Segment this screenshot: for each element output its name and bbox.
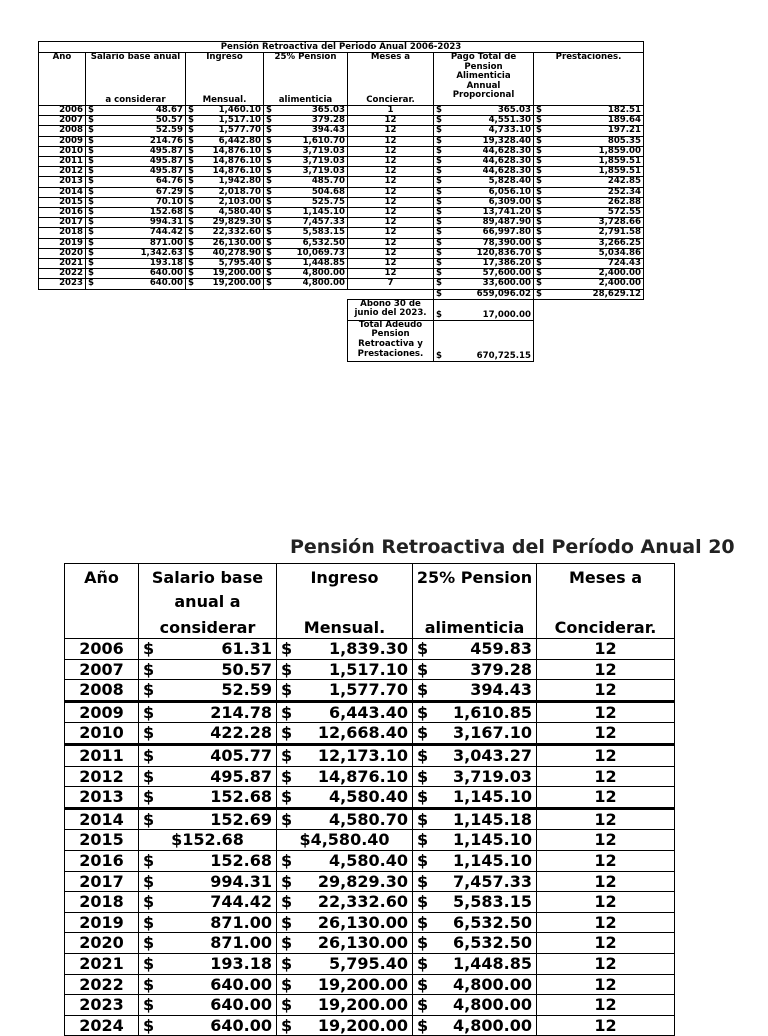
months-cell: 12 <box>348 197 434 207</box>
year-cell: 2008 <box>65 680 139 702</box>
year-cell: 2021 <box>65 953 139 974</box>
header-income: Ingreso Mensual. <box>186 53 264 106</box>
year-cell: 2023 <box>65 995 139 1016</box>
income-cell: $ 12,668.40 <box>277 723 413 745</box>
income-cell: $ 22,332.60 <box>186 228 264 238</box>
year-cell: 2016 <box>39 208 86 218</box>
total-cell: $ 120,836.70 <box>434 248 534 258</box>
salary-cell: $ 214.78 <box>139 701 277 723</box>
pension-cell: $ 5,583.15 <box>413 892 537 913</box>
income-cell: $ 1,577.70 <box>277 680 413 702</box>
pension-cell: $ 1,610.85 <box>413 701 537 723</box>
table-row <box>65 912 675 933</box>
year-cell: 2015 <box>65 830 139 851</box>
benefits-cell: $ 1,859.51 <box>534 167 644 177</box>
salary-cell: $ 422.28 <box>139 723 277 745</box>
table-row <box>65 974 675 995</box>
year-cell: 2017 <box>39 218 86 228</box>
total-cell: $ 4,733.10 <box>434 126 534 136</box>
table-row <box>65 871 675 892</box>
header-pension: 25% Pension alimenticia <box>264 53 348 106</box>
income-cell: $ 26,130.00 <box>277 933 413 954</box>
pension-cell: $ 1,145.10 <box>264 208 348 218</box>
table-header-row-large <box>65 564 675 639</box>
total-cell: $ 44,628.30 <box>434 146 534 156</box>
year-cell: 2007 <box>39 116 86 126</box>
months-cell: 7 <box>348 279 434 289</box>
year-cell: 2020 <box>65 933 139 954</box>
salary-cell: $ 495.87 <box>86 157 186 167</box>
income-cell: $ 19,200.00 <box>277 974 413 995</box>
table-row <box>65 892 675 913</box>
header-salary: Salario base anual a considerar <box>139 564 277 639</box>
pension-cell: $ 379.28 <box>264 116 348 126</box>
months-cell: 12 <box>348 167 434 177</box>
year-cell: 2011 <box>39 157 86 167</box>
months-cell: 12 <box>348 259 434 269</box>
income-cell: $ 29,829.30 <box>186 218 264 228</box>
salary-cell: $ 152.68 <box>139 850 277 871</box>
header-income: Ingreso Mensual. <box>277 564 413 639</box>
income-cell: $ 6,443.40 <box>277 701 413 723</box>
salary-cell: $ 871.00 <box>86 238 186 248</box>
header-months: Meses a Conciderar. <box>537 564 675 639</box>
salary-cell: $ 50.57 <box>139 659 277 680</box>
year-cell: 2013 <box>39 177 86 187</box>
year-cell: 2006 <box>39 106 86 116</box>
year-cell: 2024 <box>65 1015 139 1036</box>
salary-cell: $ 495.87 <box>86 167 186 177</box>
year-cell: 2018 <box>65 892 139 913</box>
months-cell: 12 <box>537 1015 675 1036</box>
salary-cell: $ 67.29 <box>86 187 186 197</box>
income-cell: $ 19,200.00 <box>186 279 264 289</box>
year-cell: 2010 <box>39 146 86 156</box>
total-cell: $ 4,551.30 <box>434 116 534 126</box>
salary-cell: $ 871.00 <box>139 933 277 954</box>
months-cell: 12 <box>348 136 434 146</box>
months-cell: 12 <box>537 912 675 933</box>
benefits-cell: $ 724.43 <box>534 259 644 269</box>
table-row <box>65 680 675 702</box>
salary-cell: $ 640.00 <box>139 974 277 995</box>
salary-cell: $ 640.00 <box>139 1015 277 1036</box>
header-year: Año <box>65 564 139 639</box>
year-cell: 2007 <box>65 659 139 680</box>
income-cell: $ 2,018.70 <box>186 187 264 197</box>
income-cell: $ 1,517.10 <box>186 116 264 126</box>
year-cell: 2006 <box>65 639 139 660</box>
income-cell: $ 19,200.00 <box>186 269 264 279</box>
income-cell: $ 5,795.40 <box>277 953 413 974</box>
year-cell: 2009 <box>39 136 86 146</box>
income-cell: $ 19,200.00 <box>277 1015 413 1036</box>
months-cell: 12 <box>348 116 434 126</box>
sum-total: $ 659,096.02 <box>434 289 534 299</box>
total-cell: $ 78,390.00 <box>434 238 534 248</box>
income-cell: $ 2,103.00 <box>186 197 264 207</box>
income-cell: $ 1,517.10 <box>277 659 413 680</box>
header-salary: Salario base anual a considerar <box>86 53 186 106</box>
salary-cell: $152.68 <box>139 830 277 851</box>
year-cell: 2021 <box>39 259 86 269</box>
year-cell: 2020 <box>39 248 86 258</box>
salary-cell: $ 50.57 <box>86 116 186 126</box>
pension-table-large <box>64 563 675 1036</box>
year-cell: 2022 <box>39 269 86 279</box>
income-cell: $ 22,332.60 <box>277 892 413 913</box>
pension-cell: $ 7,457.33 <box>413 871 537 892</box>
salary-cell: $ 152.68 <box>86 208 186 218</box>
table-row <box>65 933 675 954</box>
income-cell: $ 14,876.10 <box>186 167 264 177</box>
pension-cell: $ 6,532.50 <box>413 933 537 954</box>
benefits-cell: $ 1,859.51 <box>534 157 644 167</box>
months-cell: 12 <box>537 680 675 702</box>
pension-cell: $ 459.83 <box>413 639 537 660</box>
pension-cell: $ 3,167.10 <box>413 723 537 745</box>
table-row <box>65 995 675 1016</box>
benefits-cell: $ 3,266.25 <box>534 238 644 248</box>
total-cell: $ 6,056.10 <box>434 187 534 197</box>
months-cell: 12 <box>348 218 434 228</box>
pension-cell: $ 504.68 <box>264 187 348 197</box>
table-row <box>65 744 675 766</box>
income-cell: $ 12,173.10 <box>277 744 413 766</box>
salary-cell: $ 152.68 <box>139 787 277 809</box>
income-cell: $ 4,580.40 <box>277 850 413 871</box>
months-cell: 12 <box>348 238 434 248</box>
benefits-cell: $ 262.88 <box>534 197 644 207</box>
pension-cell: $ 4,800.00 <box>264 269 348 279</box>
table-row <box>65 850 675 871</box>
payment-value: $ 17,000.00 <box>434 299 534 320</box>
salary-cell: $ 640.00 <box>86 269 186 279</box>
total-cell: $ 33,600.00 <box>434 279 534 289</box>
salary-cell: $ 70.10 <box>86 197 186 207</box>
pension-cell: $ 1,145.10 <box>413 787 537 809</box>
income-cell: $4,580.40 <box>277 830 413 851</box>
benefits-cell: $ 2,400.00 <box>534 269 644 279</box>
months-cell: 12 <box>537 701 675 723</box>
year-cell: 2016 <box>65 850 139 871</box>
months-cell: 12 <box>537 830 675 851</box>
total-cell: $ 13,741.20 <box>434 208 534 218</box>
pension-cell: $ 485.70 <box>264 177 348 187</box>
header-months: Meses a Concierar. <box>348 53 434 106</box>
pension-cell: $ 6,532.50 <box>264 238 348 248</box>
pension-cell: $ 1,448.85 <box>413 953 537 974</box>
pension-cell: $ 1,145.10 <box>413 850 537 871</box>
months-cell: 12 <box>537 723 675 745</box>
months-cell: 12 <box>537 995 675 1016</box>
total-cell: $ 6,309.00 <box>434 197 534 207</box>
pension-cell: $ 6,532.50 <box>413 912 537 933</box>
year-cell: 2011 <box>65 744 139 766</box>
salary-cell: $ 744.42 <box>139 892 277 913</box>
total-cell: $ 44,628.30 <box>434 167 534 177</box>
benefits-cell: $ 572.55 <box>534 208 644 218</box>
benefits-cell: $ 197.21 <box>534 126 644 136</box>
income-cell: $ 1,839.30 <box>277 639 413 660</box>
total-cell: $ 66,997.80 <box>434 228 534 238</box>
pension-cell: $ 4,800.00 <box>413 995 537 1016</box>
total-cell: $ 89,487.90 <box>434 218 534 228</box>
year-cell: 2012 <box>39 167 86 177</box>
table-row <box>65 766 675 787</box>
table-row <box>65 659 675 680</box>
total-cell: $ 17,386.20 <box>434 259 534 269</box>
months-cell: 12 <box>537 787 675 809</box>
benefits-cell: $ 805.35 <box>534 136 644 146</box>
pension-cell: $ 3,719.03 <box>264 157 348 167</box>
total-cell: $ 44,628.30 <box>434 157 534 167</box>
pension-cell: $ 1,145.10 <box>413 830 537 851</box>
salary-cell: $ 405.77 <box>139 744 277 766</box>
salary-cell: $ 48.67 <box>86 106 186 116</box>
pension-cell: $ 379.28 <box>413 659 537 680</box>
year-cell: 2014 <box>39 187 86 197</box>
table-row <box>65 723 675 745</box>
salary-cell: $ 994.31 <box>86 218 186 228</box>
income-cell: $ 29,829.30 <box>277 871 413 892</box>
total-cell: $ 365.03 <box>434 106 534 116</box>
year-cell: 2017 <box>65 871 139 892</box>
salary-cell: $ 640.00 <box>86 279 186 289</box>
table-row <box>65 1015 675 1036</box>
benefits-cell: $ 182.51 <box>534 106 644 116</box>
income-cell: $ 14,876.10 <box>277 766 413 787</box>
income-cell: $ 26,130.00 <box>277 912 413 933</box>
year-cell: 2019 <box>39 238 86 248</box>
salary-cell: $ 52.59 <box>139 680 277 702</box>
pension-cell: $ 394.43 <box>264 126 348 136</box>
table-row <box>65 787 675 809</box>
months-cell: 12 <box>348 126 434 136</box>
benefits-cell: $ 242.85 <box>534 177 644 187</box>
income-cell: $ 4,580.40 <box>277 787 413 809</box>
pension-cell: $ 3,719.03 <box>264 167 348 177</box>
year-cell: 2013 <box>65 787 139 809</box>
income-cell: $ 5,795.40 <box>186 259 264 269</box>
income-cell: $ 1,460.10 <box>186 106 264 116</box>
months-cell: 12 <box>348 208 434 218</box>
salary-cell: $ 1,342.63 <box>86 248 186 258</box>
pension-cell: $ 1,610.70 <box>264 136 348 146</box>
table-title: Pensión Retroactiva del Periodo Anual 2006-2023 <box>39 42 644 53</box>
pension-cell: $ 394.43 <box>413 680 537 702</box>
benefits-cell: $ 1,859.00 <box>534 146 644 156</box>
months-cell: 12 <box>537 808 675 830</box>
pension-cell: $ 3,719.03 <box>413 766 537 787</box>
income-cell: $ 4,580.70 <box>277 808 413 830</box>
months-cell: 12 <box>348 228 434 238</box>
header-benefits: Prestaciones. <box>534 53 644 106</box>
income-cell: $ 14,876.10 <box>186 146 264 156</box>
table-row <box>65 808 675 830</box>
pension-cell: $ 3,043.27 <box>413 744 537 766</box>
sum-benefits: $ 28,629.12 <box>534 289 644 299</box>
salary-cell: $ 152.69 <box>139 808 277 830</box>
pension-cell: $ 4,800.00 <box>413 974 537 995</box>
months-cell: 12 <box>537 933 675 954</box>
months-cell: 12 <box>537 953 675 974</box>
income-cell: $ 14,876.10 <box>186 157 264 167</box>
months-cell: 12 <box>348 177 434 187</box>
pension-cell: $ 10,069.73 <box>264 248 348 258</box>
salary-cell: $ 64.76 <box>86 177 186 187</box>
benefits-cell: $ 5,034.86 <box>534 248 644 258</box>
benefits-cell: $ 3,728.66 <box>534 218 644 228</box>
header-total: Pago Total de Pension Alimenticia Annual Proporcional <box>434 53 534 106</box>
income-cell: $ 26,130.00 <box>186 238 264 248</box>
total-cell: $ 57,600.00 <box>434 269 534 279</box>
income-cell: $ 40,278.90 <box>186 248 264 258</box>
months-cell: 12 <box>537 871 675 892</box>
months-cell: 12 <box>537 639 675 660</box>
pension-cell: $ 1,145.18 <box>413 808 537 830</box>
months-cell: 12 <box>537 974 675 995</box>
salary-cell: $ 193.18 <box>86 259 186 269</box>
payment-label: Abono 30 de junio del 2023. <box>348 299 434 320</box>
benefits-cell: $ 2,400.00 <box>534 279 644 289</box>
year-cell: 2022 <box>65 974 139 995</box>
months-cell: 12 <box>537 766 675 787</box>
benefits-cell: $ 252.34 <box>534 187 644 197</box>
months-cell: 12 <box>537 744 675 766</box>
pension-cell: $ 365.03 <box>264 106 348 116</box>
year-cell: 2014 <box>65 808 139 830</box>
year-cell: 2018 <box>39 228 86 238</box>
pension-cell: $ 3,719.03 <box>264 146 348 156</box>
income-cell: $ 1,577.70 <box>186 126 264 136</box>
months-cell: 12 <box>537 850 675 871</box>
salary-cell: $ 640.00 <box>139 995 277 1016</box>
table-row <box>65 953 675 974</box>
salary-cell: $ 495.87 <box>86 146 186 156</box>
total-cell: $ 19,328.40 <box>434 136 534 146</box>
year-cell: 2019 <box>65 912 139 933</box>
pension-cell: $ 7,457.33 <box>264 218 348 228</box>
months-cell: 12 <box>537 892 675 913</box>
months-cell: 12 <box>348 187 434 197</box>
salary-cell: $ 52.59 <box>86 126 186 136</box>
salary-cell: $ 214.76 <box>86 136 186 146</box>
pension-cell: $ 4,800.00 <box>413 1015 537 1036</box>
total-cell: $ 5,828.40 <box>434 177 534 187</box>
income-cell: $ 19,200.00 <box>277 995 413 1016</box>
year-cell: 2008 <box>39 126 86 136</box>
salary-cell: $ 871.00 <box>139 912 277 933</box>
months-cell: 12 <box>348 146 434 156</box>
owed-label: Total Adeudo Pension Retroactiva y Prestaciones. <box>348 320 434 361</box>
table-row <box>65 701 675 723</box>
year-cell: 2023 <box>39 279 86 289</box>
header-pension: 25% Pension alimenticia <box>413 564 537 639</box>
months-cell: 12 <box>537 659 675 680</box>
header-year: Año <box>39 53 86 106</box>
salary-cell: $ 193.18 <box>139 953 277 974</box>
income-cell: $ 1,942.80 <box>186 177 264 187</box>
salary-cell: $ 994.31 <box>139 871 277 892</box>
pension-cell: $ 5,583.15 <box>264 228 348 238</box>
table-row <box>65 830 675 851</box>
salary-cell: $ 744.42 <box>86 228 186 238</box>
pension-cell: $ 525.75 <box>264 197 348 207</box>
owed-value: $ 670,725.15 <box>434 320 534 361</box>
months-cell: 12 <box>348 269 434 279</box>
year-cell: 2009 <box>65 701 139 723</box>
year-cell: 2015 <box>39 197 86 207</box>
salary-cell: $ 61.31 <box>139 639 277 660</box>
benefits-cell: $ 2,791.58 <box>534 228 644 238</box>
pension-cell: $ 4,800.00 <box>264 279 348 289</box>
table-title-large: Pensión Retroactiva del Período Anual 20 <box>290 536 735 558</box>
benefits-cell: $ 189.64 <box>534 116 644 126</box>
income-cell: $ 6,442.80 <box>186 136 264 146</box>
year-cell: 2010 <box>65 723 139 745</box>
year-cell: 2012 <box>65 766 139 787</box>
income-cell: $ 4,580.40 <box>186 208 264 218</box>
months-cell: 1 <box>348 106 434 116</box>
months-cell: 12 <box>348 157 434 167</box>
pension-cell: $ 1,448.85 <box>264 259 348 269</box>
salary-cell: $ 495.87 <box>139 766 277 787</box>
months-cell: 12 <box>348 248 434 258</box>
